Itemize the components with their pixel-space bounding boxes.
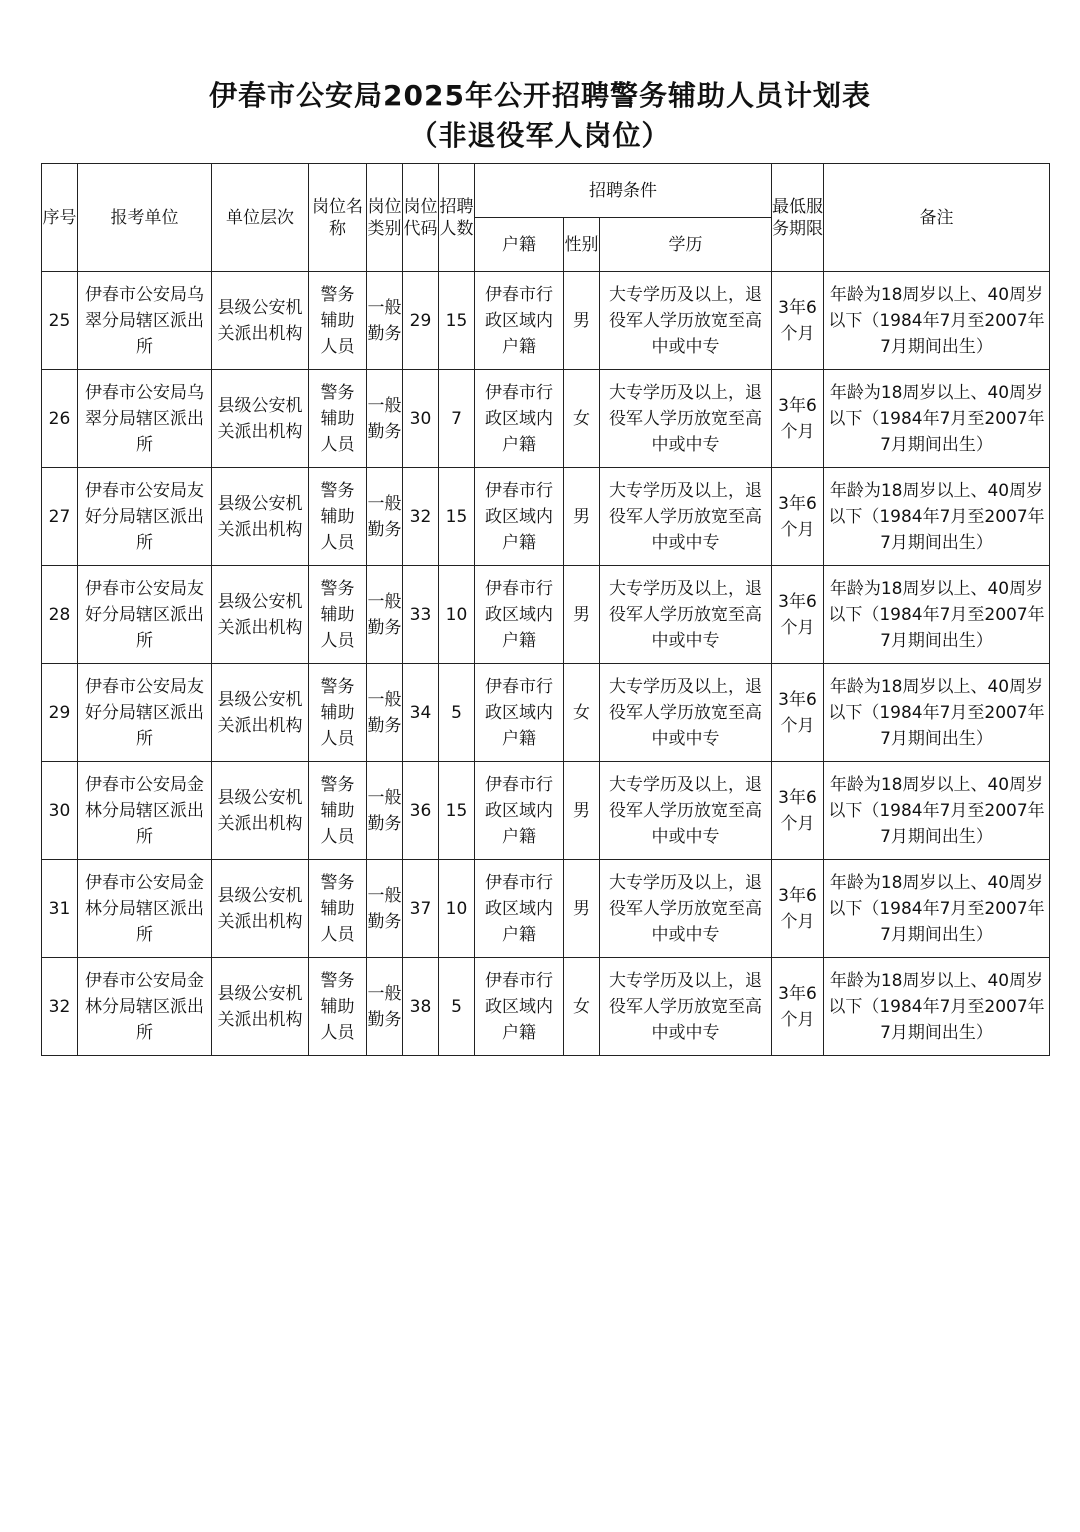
cell-code: 37 [403,860,439,958]
table-row [42,566,1050,664]
cell-education: 大专学历及以上，退役军人学历放宽至高中或中专 [600,468,772,566]
cell-service: 3年6个月 [772,762,824,860]
cell-remark: 年龄为18周岁以上、40周岁以下（1984年7月至2007年7月期间出生） [824,860,1050,958]
table-row [42,860,1050,958]
table-row [42,958,1050,1056]
cell-gender: 女 [564,958,600,1056]
cell-code: 36 [403,762,439,860]
cell-gender: 男 [564,566,600,664]
header-count: 招聘人数 [439,164,475,272]
cell-hukou: 伊春市行政区域内户籍 [475,958,564,1056]
cell-unit: 伊春市公安局友好分局辖区派出所 [78,566,212,664]
cell-gender: 女 [564,370,600,468]
recruitment-plan-table [41,163,1050,1056]
header-seq: 序号 [42,164,78,272]
header-unit: 报考单位 [78,164,212,272]
cell-gender: 男 [564,272,600,370]
cell-remark: 年龄为18周岁以上、40周岁以下（1984年7月至2007年7月期间出生） [824,370,1050,468]
cell-education: 大专学历及以上，退役军人学历放宽至高中或中专 [600,958,772,1056]
cell-education: 大专学历及以上，退役军人学历放宽至高中或中专 [600,664,772,762]
cell-seq: 29 [42,664,78,762]
cell-hukou: 伊春市行政区域内户籍 [475,762,564,860]
header-education: 学历 [600,218,772,272]
cell-count: 7 [439,370,475,468]
cell-gender: 女 [564,664,600,762]
cell-seq: 30 [42,762,78,860]
cell-unit: 伊春市公安局乌翠分局辖区派出所 [78,272,212,370]
cell-service: 3年6个月 [772,566,824,664]
table-row [42,664,1050,762]
cell-remark: 年龄为18周岁以上、40周岁以下（1984年7月至2007年7月期间出生） [824,272,1050,370]
header-hukou: 户籍 [475,218,564,272]
table-row [42,468,1050,566]
cell-count: 5 [439,664,475,762]
header-post-name: 岗位名称 [309,164,367,272]
cell-remark: 年龄为18周岁以上、40周岁以下（1984年7月至2007年7月期间出生） [824,566,1050,664]
cell-count: 15 [439,468,475,566]
cell-post-type: 一般勤务 [367,762,403,860]
cell-education: 大专学历及以上，退役军人学历放宽至高中或中专 [600,860,772,958]
cell-gender: 男 [564,860,600,958]
cell-post-name: 警务辅助人员 [309,468,367,566]
cell-post-type: 一般勤务 [367,958,403,1056]
cell-count: 15 [439,762,475,860]
cell-level: 县级公安机关派出机构 [212,468,309,566]
cell-code: 34 [403,664,439,762]
cell-education: 大专学历及以上，退役军人学历放宽至高中或中专 [600,370,772,468]
cell-post-name: 警务辅助人员 [309,762,367,860]
cell-post-name: 警务辅助人员 [309,370,367,468]
cell-education: 大专学历及以上，退役军人学历放宽至高中或中专 [600,566,772,664]
header-conditions: 招聘条件 [475,164,772,218]
page-title: 伊春市公安局2025年公开招聘警务辅助人员计划表 [209,79,871,112]
cell-remark: 年龄为18周岁以上、40周岁以下（1984年7月至2007年7月期间出生） [824,664,1050,762]
cell-level: 县级公安机关派出机构 [212,762,309,860]
cell-remark: 年龄为18周岁以上、40周岁以下（1984年7月至2007年7月期间出生） [824,468,1050,566]
cell-count: 10 [439,860,475,958]
cell-seq: 27 [42,468,78,566]
cell-level: 县级公安机关派出机构 [212,370,309,468]
cell-service: 3年6个月 [772,272,824,370]
cell-post-type: 一般勤务 [367,566,403,664]
cell-seq: 26 [42,370,78,468]
cell-post-type: 一般勤务 [367,860,403,958]
header-post-code: 岗位代码 [403,164,439,272]
cell-unit: 伊春市公安局友好分局辖区派出所 [78,664,212,762]
cell-seq: 28 [42,566,78,664]
cell-post-type: 一般勤务 [367,370,403,468]
cell-seq: 25 [42,272,78,370]
header-level: 单位层次 [212,164,309,272]
cell-seq: 32 [42,958,78,1056]
cell-hukou: 伊春市行政区域内户籍 [475,664,564,762]
cell-post-name: 警务辅助人员 [309,958,367,1056]
cell-hukou: 伊春市行政区域内户籍 [475,468,564,566]
cell-post-type: 一般勤务 [367,272,403,370]
cell-count: 10 [439,566,475,664]
table-row [42,272,1050,370]
cell-hukou: 伊春市行政区域内户籍 [475,370,564,468]
header-service: 最低服务期限 [772,164,824,272]
cell-service: 3年6个月 [772,958,824,1056]
cell-level: 县级公安机关派出机构 [212,860,309,958]
cell-code: 30 [403,370,439,468]
cell-unit: 伊春市公安局金林分局辖区派出所 [78,958,212,1056]
cell-post-name: 警务辅助人员 [309,272,367,370]
cell-post-type: 一般勤务 [367,664,403,762]
cell-level: 县级公安机关派出机构 [212,566,309,664]
cell-hukou: 伊春市行政区域内户籍 [475,272,564,370]
cell-count: 5 [439,958,475,1056]
cell-code: 33 [403,566,439,664]
cell-post-name: 警务辅助人员 [309,566,367,664]
cell-post-name: 警务辅助人员 [309,664,367,762]
cell-hukou: 伊春市行政区域内户籍 [475,566,564,664]
table-row [42,370,1050,468]
cell-count: 15 [439,272,475,370]
cell-remark: 年龄为18周岁以上、40周岁以下（1984年7月至2007年7月期间出生） [824,762,1050,860]
cell-service: 3年6个月 [772,468,824,566]
cell-education: 大专学历及以上，退役军人学历放宽至高中或中专 [600,272,772,370]
cell-code: 38 [403,958,439,1056]
cell-level: 县级公安机关派出机构 [212,958,309,1056]
cell-remark: 年龄为18周岁以上、40周岁以下（1984年7月至2007年7月期间出生） [824,958,1050,1056]
cell-unit: 伊春市公安局友好分局辖区派出所 [78,468,212,566]
cell-unit: 伊春市公安局金林分局辖区派出所 [78,860,212,958]
header-gender: 性别 [564,218,600,272]
cell-service: 3年6个月 [772,664,824,762]
table-row [42,762,1050,860]
cell-education: 大专学历及以上，退役军人学历放宽至高中或中专 [600,762,772,860]
cell-unit: 伊春市公安局乌翠分局辖区派出所 [78,370,212,468]
cell-service: 3年6个月 [772,860,824,958]
cell-gender: 男 [564,468,600,566]
cell-gender: 男 [564,762,600,860]
cell-seq: 31 [42,860,78,958]
cell-code: 32 [403,468,439,566]
cell-hukou: 伊春市行政区域内户籍 [475,860,564,958]
cell-post-name: 警务辅助人员 [309,860,367,958]
cell-level: 县级公安机关派出机构 [212,664,309,762]
header-remark: 备注 [824,164,1050,272]
cell-unit: 伊春市公安局金林分局辖区派出所 [78,762,212,860]
cell-level: 县级公安机关派出机构 [212,272,309,370]
cell-post-type: 一般勤务 [367,468,403,566]
cell-service: 3年6个月 [772,370,824,468]
header-post-type: 岗位类别 [367,164,403,272]
page-subtitle: （非退役军人岗位） [409,119,671,152]
cell-code: 29 [403,272,439,370]
